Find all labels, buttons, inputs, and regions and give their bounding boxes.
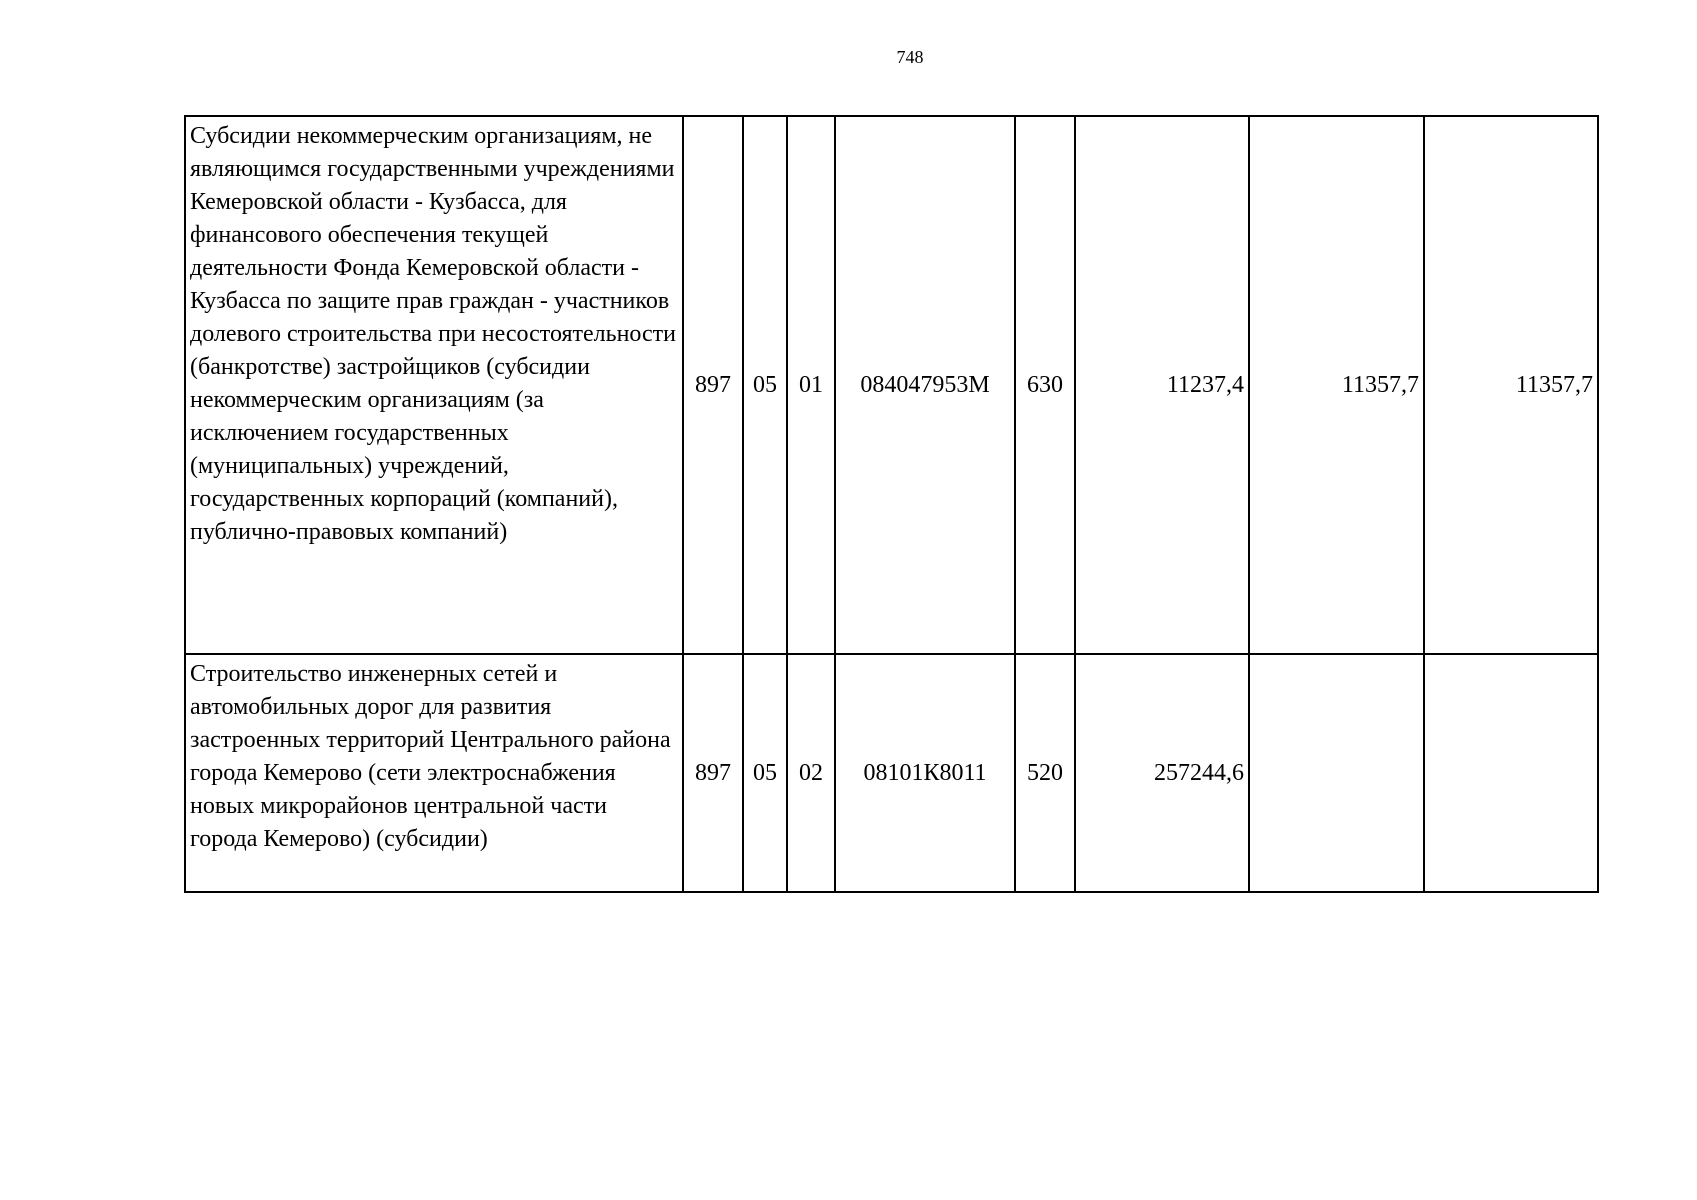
amount-cell: 11357,7 [1424, 116, 1598, 654]
target-article-code: 08101К8011 [835, 654, 1015, 892]
table-row [185, 654, 1598, 892]
section-code: 05 [743, 116, 787, 654]
budget-table [184, 115, 1599, 893]
subsection-code: 01 [787, 116, 835, 654]
amount-cell: 11237,4 [1075, 116, 1249, 654]
amount-cell: 257244,6 [1075, 654, 1249, 892]
page-number: 748 [896, 47, 924, 67]
expense-type-code: 520 [1015, 654, 1075, 892]
ministry-code: 897 [683, 116, 743, 654]
ministry-code: 897 [683, 654, 743, 892]
row-description: Строительство инженерных сетей и автомобильных дорог для развития застроенных территорий Центрального района города Кемерово (сети электроснабжения новых микрорайонов центральной части города Кемерово) (субсидии) [185, 654, 683, 892]
section-code: 05 [743, 654, 787, 892]
amount-cell [1424, 654, 1598, 892]
row-description: Субсидии некоммерческим организациям, не являющимся государственными учреждениями Кемеровской области - Кузбасса, для финансового обеспечения текущей деятельности Фонда Кемеровской области - Кузбасса по защите прав граждан - участников долевого строительства при несостоятельности (банкротстве) застройщиков (субсидии некоммерческим организациям (за исключением государственных (муниципальных) учреждений, государственных корпораций (компаний), публично-правовых компаний) [185, 116, 683, 654]
amount-cell [1249, 654, 1424, 892]
expense-type-code: 630 [1015, 116, 1075, 654]
target-article-code: 084047953М [835, 116, 1015, 654]
amount-cell: 11357,7 [1249, 116, 1424, 654]
subsection-code: 02 [787, 654, 835, 892]
table-row [185, 116, 1598, 654]
